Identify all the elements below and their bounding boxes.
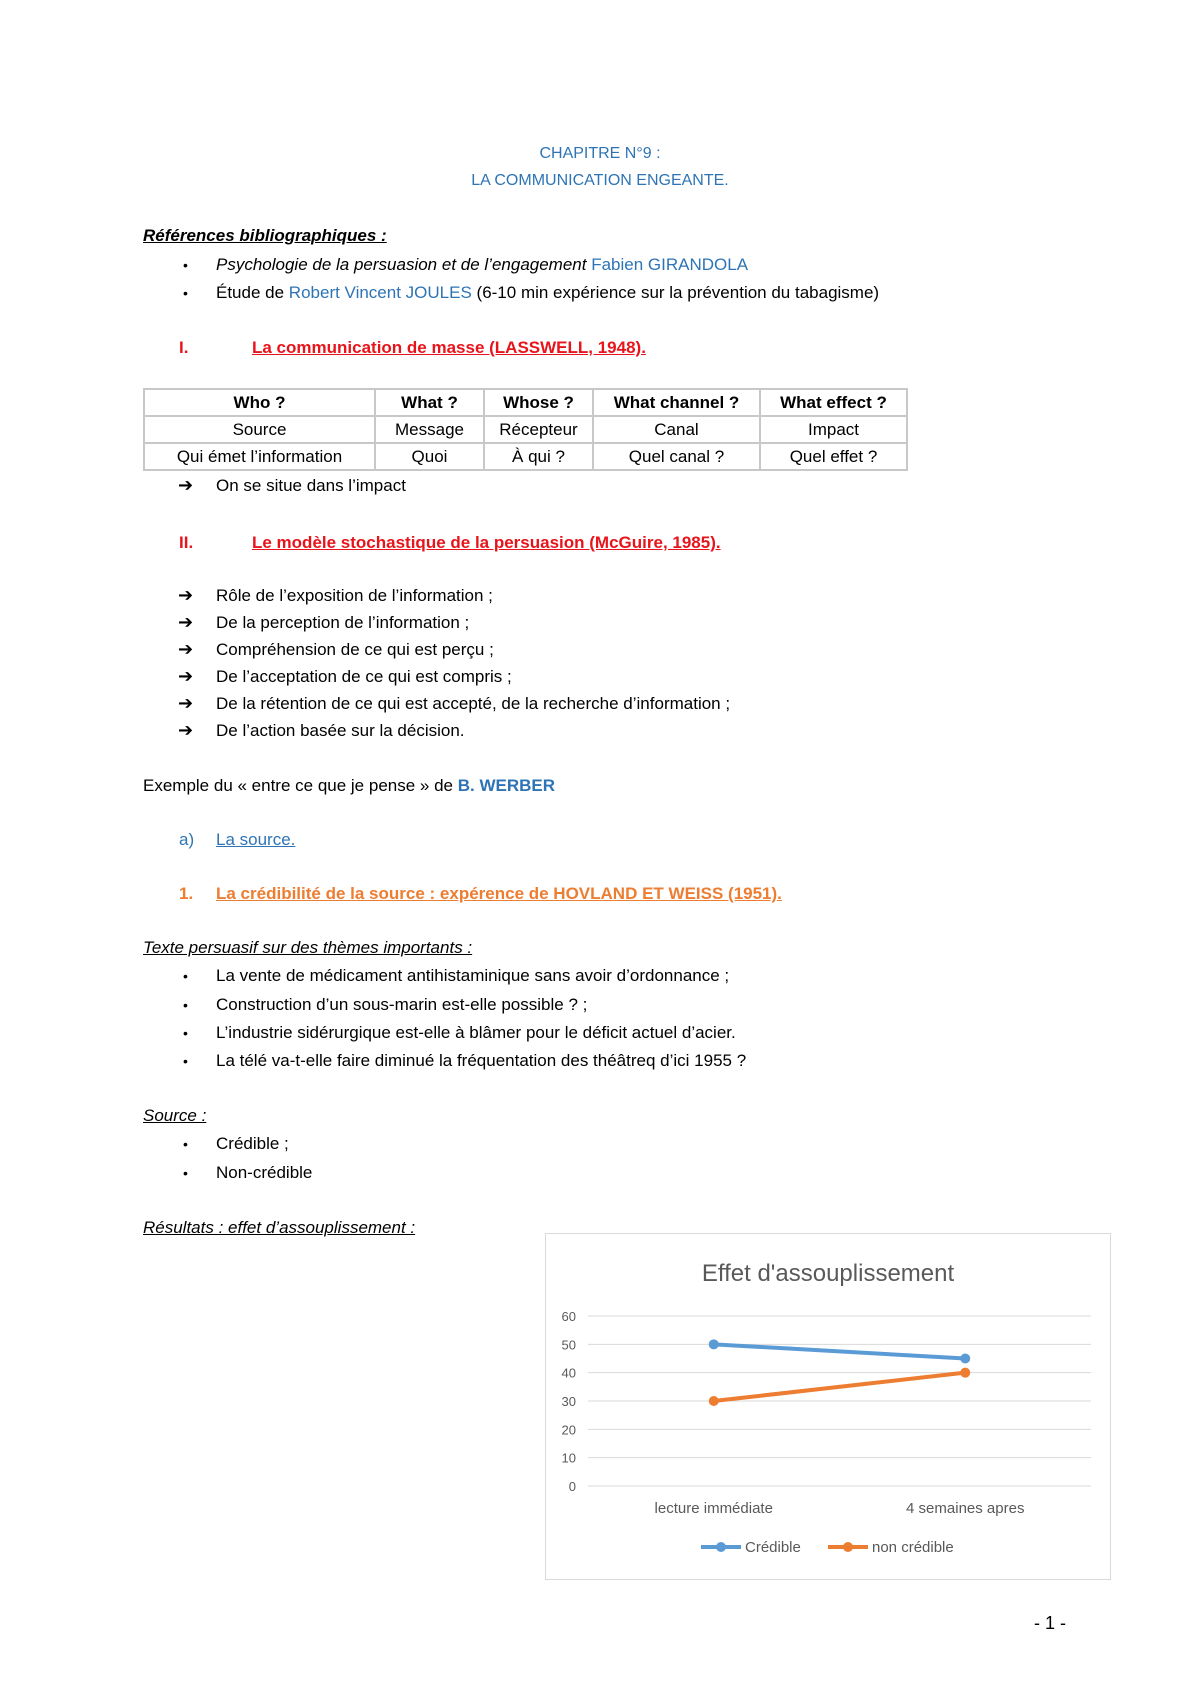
reference-author: Robert Vincent JOULES — [288, 283, 472, 302]
series-line — [714, 1344, 966, 1358]
table-header-row — [144, 389, 907, 416]
bullet-icon: • — [183, 1025, 188, 1041]
section-number: II. — [179, 533, 194, 552]
arrow-right-icon: ➔ — [178, 666, 194, 686]
list-item: La télé va-t-elle faire diminué la fréquentation des théâtreq d’ici 1955 ? — [216, 1051, 747, 1070]
texte-heading: Texte persuasif sur des thèmes importants : — [143, 938, 473, 957]
arrow-right-icon: ➔ — [178, 720, 194, 740]
example-text: Exemple du « entre ce que je pense » de — [143, 776, 453, 795]
table-cell: Impact — [760, 416, 907, 443]
section-number: I. — [179, 338, 189, 357]
arrow-right-icon: ➔ — [178, 693, 194, 713]
example-line — [143, 776, 555, 796]
table-cell: Message — [375, 416, 484, 443]
y-tick-label: 30 — [561, 1394, 576, 1409]
legend-marker — [716, 1542, 726, 1552]
list-item: De la rétention de ce qui est accepté, de la recherche d’information ; — [216, 694, 731, 713]
list-item: De l’action basée sur la décision. — [216, 721, 465, 740]
subsection-letter: a) — [179, 830, 195, 849]
list-item: Rôle de l’exposition de l’information ; — [216, 586, 493, 605]
list-item: De la perception de l’information ; — [216, 613, 470, 632]
table-header-cell: Whose ? — [484, 389, 593, 416]
list-item: Crédible ; — [216, 1134, 289, 1153]
table-cell: Qui émet l’information — [144, 443, 375, 470]
bullet-icon: • — [183, 1053, 188, 1069]
subsection-number: 1. — [179, 884, 194, 903]
reference-item — [216, 255, 748, 275]
table-cell: Récepteur — [484, 416, 593, 443]
page-number: - 1 - — [1033, 1613, 1066, 1633]
results-heading: Résultats : effet d’assouplissement : — [143, 1218, 416, 1237]
table-header-cell: What channel ? — [593, 389, 760, 416]
legend-label: Crédible — [745, 1539, 801, 1556]
table-cell: À qui ? — [484, 443, 593, 470]
data-point — [960, 1354, 970, 1364]
arrow-right-icon: ➔ — [178, 585, 194, 605]
bullet-icon: • — [183, 1165, 188, 1181]
legend-marker — [843, 1542, 853, 1552]
data-point — [709, 1396, 719, 1406]
data-point — [960, 1368, 970, 1378]
legend-label: non crédible — [872, 1539, 954, 1556]
bullet-icon: • — [183, 997, 188, 1013]
bullet-icon: • — [183, 968, 188, 984]
y-tick-label: 0 — [568, 1479, 576, 1494]
table-header-cell: Who ? — [144, 389, 375, 416]
lasswell-table — [143, 388, 908, 471]
table-header-cell: What effect ? — [760, 389, 907, 416]
reference-author: Fabien GIRANDOLA — [591, 255, 749, 274]
section-title: La communication de masse (LASSWELL, 1948). — [252, 338, 646, 357]
y-tick-label: 10 — [561, 1450, 576, 1466]
list-item: L’industrie sidérurgique est-elle à blâmer pour le déficit actuel d’acier. — [216, 1023, 736, 1042]
table-cell: Quel canal ? — [593, 443, 760, 470]
arrow-right-icon: ➔ — [178, 612, 194, 632]
arrow-right-icon: ➔ — [178, 639, 194, 659]
chapter-title: LA COMMUNICATION ENGEANTE. — [471, 172, 729, 189]
reference-detail: (6-10 min expérience sur la prévention du tabagisme) — [476, 283, 880, 302]
y-tick-label: 50 — [561, 1337, 576, 1353]
arrow-right-icon: ➔ — [178, 475, 194, 495]
chart-container — [545, 1233, 1111, 1580]
list-item: Construction d’un sous-marin est-elle possible ? ; — [216, 995, 588, 1014]
series-line — [714, 1373, 966, 1401]
y-tick-label: 20 — [561, 1422, 576, 1438]
subsection-title: La source. — [216, 830, 296, 849]
line-chart — [546, 1234, 1110, 1579]
chart-title: Effet d'assouplissement — [701, 1260, 955, 1287]
bullet-icon: • — [183, 285, 188, 301]
reference-prefix: Étude de — [216, 283, 285, 302]
list-item: Compréhension de ce qui est perçu ; — [216, 640, 494, 659]
section-title: Le modèle stochastique de la persuasion (McGuire, 1985). — [252, 533, 721, 552]
reference-item — [216, 283, 879, 303]
example-author: B. WERBER — [457, 776, 556, 795]
x-tick-label: 4 semaines apres — [906, 1500, 1025, 1517]
table-cell: Source — [144, 416, 375, 443]
reference-book-title: Psychologie de la persuasion et de l’engagement — [216, 255, 587, 274]
table-row — [144, 416, 907, 443]
list-item: La vente de médicament antihistaminique sans avoir d’ordonnance ; — [216, 966, 730, 985]
bullet-icon: • — [183, 257, 188, 273]
chapter-label: CHAPITRE N°9 : — [539, 145, 661, 162]
table-cell: Quoi — [375, 443, 484, 470]
data-point — [709, 1339, 719, 1349]
impact-note: On se situe dans l’impact — [216, 476, 406, 495]
x-tick-label: lecture immédiate — [654, 1500, 773, 1517]
table-cell: Quel effet ? — [760, 443, 907, 470]
list-item: Non-crédible — [216, 1163, 313, 1182]
subsection-title: La crédibilité de la source : expérence de HOVLAND ET WEISS (1951). — [216, 884, 782, 903]
y-tick-label: 40 — [561, 1365, 576, 1381]
table-cell: Canal — [593, 416, 760, 443]
list-item: De l’acceptation de ce qui est compris ; — [216, 667, 512, 686]
source-heading: Source : — [143, 1106, 207, 1125]
table-row — [144, 443, 907, 470]
references-heading: Références bibliographiques : — [143, 226, 387, 245]
y-tick-label: 60 — [561, 1309, 576, 1324]
bullet-icon: • — [183, 1136, 188, 1152]
table-header-cell: What ? — [375, 389, 484, 416]
